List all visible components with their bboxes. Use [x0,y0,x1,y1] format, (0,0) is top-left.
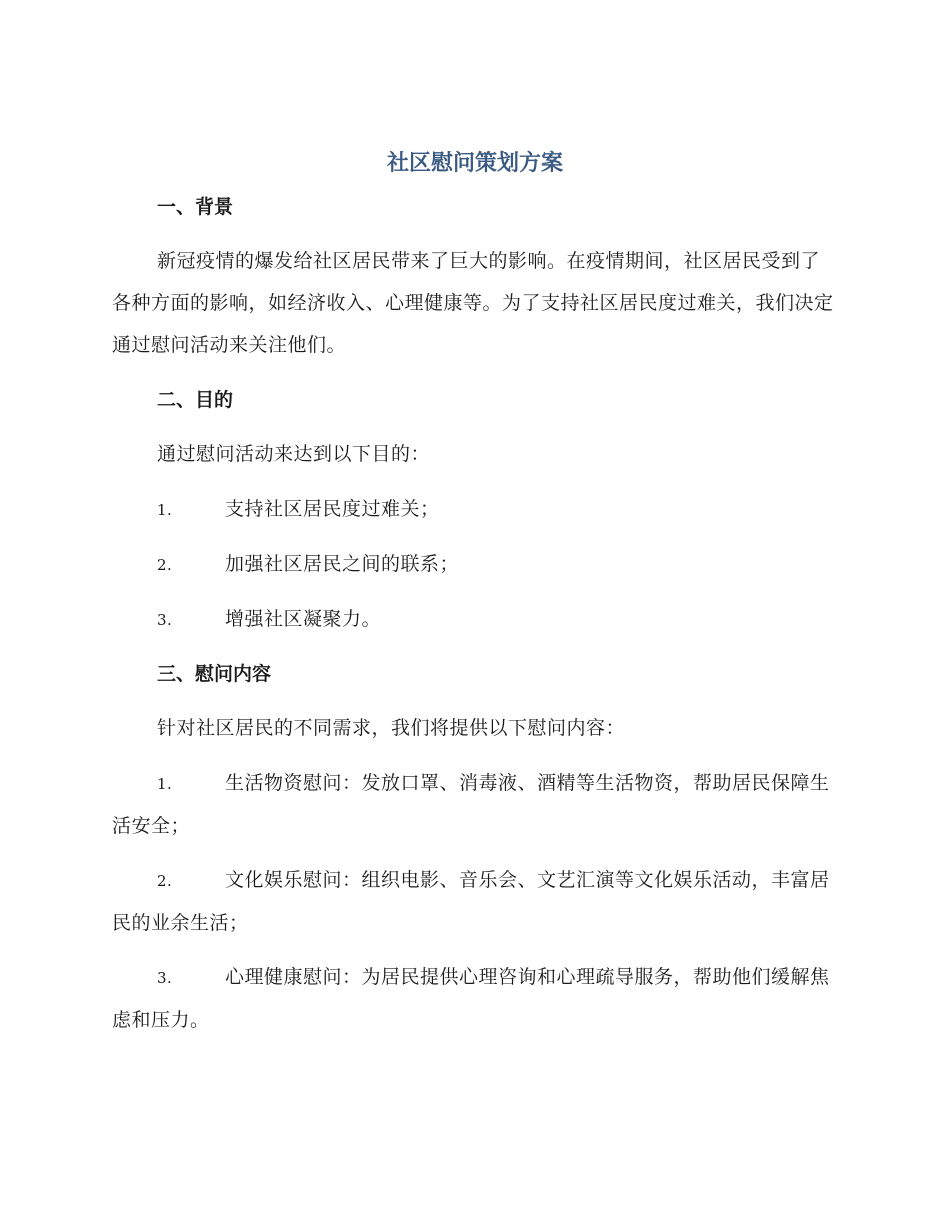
list-text: 文化娱乐慰问：组织电影、音乐会、文艺汇演等文化娱乐活动，丰富居民的业余生活； [112,869,830,934]
section-heading-content: 三、慰问内容 [157,663,272,685]
section-heading-background: 一、背景 [157,196,234,218]
list-item [112,762,837,847]
list-text: 心理健康慰问：为居民提供心理咨询和心理疏导服务，帮助他们缓解焦虑和压力。 [112,966,830,1031]
list-item [112,956,837,1041]
list-number: 1. [157,501,173,519]
list-number: 3. [157,969,173,987]
purpose-intro: 通过慰问活动来达到以下目的： [157,443,431,465]
list-number: 3. [157,611,173,629]
list-number: 1. [157,775,173,793]
list-text: 生活物资慰问：发放口罩、消毒液、酒精等生活物资，帮助居民保障生活安全； [112,772,830,837]
list-text: 加强社区居民之间的联系； [225,553,460,575]
document-title: 社区慰问策划方案 [386,151,563,176]
list-item [112,543,837,586]
list-text: 支持社区居民度过难关； [225,498,440,520]
background-paragraph: 新冠疫情的爆发给社区居民带来了巨大的影响。在疫情期间，社区居民受到了各种方面的影响，如经济收入、心理健康等。为了支持社区居民度过难关，我们决定通过慰问活动来关注他们。 [112,250,834,356]
list-item [112,488,837,531]
content-intro: 针对社区居民的不同需求，我们将提供以下慰问内容： [157,717,626,739]
section-heading-purpose: 二、目的 [157,389,234,411]
list-item [112,598,837,641]
list-number: 2. [157,872,173,890]
list-text: 增强社区凝聚力。 [225,608,382,630]
list-number: 2. [157,556,173,574]
list-item [112,859,837,944]
